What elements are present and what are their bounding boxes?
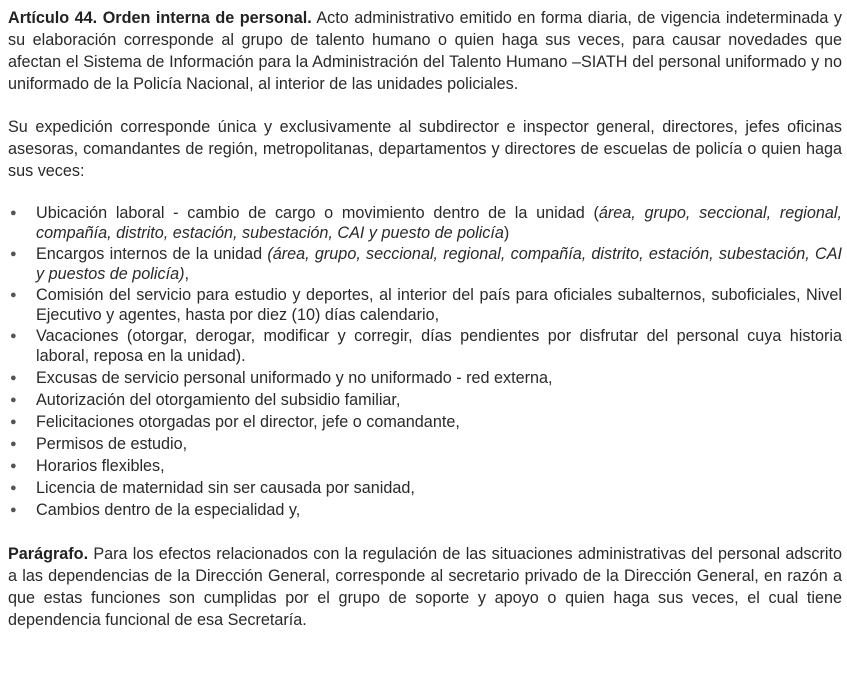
paragrafo-heading: Parágrafo.	[8, 545, 89, 563]
article-44-paragraph	[8, 7, 842, 95]
list-item: ● Comisión del servicio para estudio y deportes, al interior del país para oficiales subalternos, suboficiales, Nivel Ejecutivo y agentes, hasta por diez (10) días calendario,	[10, 286, 842, 324]
bullet-icon: ●	[10, 248, 17, 260]
bullet-icon: ●	[10, 372, 17, 384]
paragrafo-body: Para los efectos relacionados con la regulación de las situaciones administrativas del personal adscrito a las dependencias de la Dirección General, corresponde al secretario privado de la Dirección General, en razón a que estas funciones son cumplidas por el grupo de soporte y apoyo o quien haga sus veces, el cual tiene dependencia funcional de esa Secretaría.	[8, 545, 842, 629]
paragrafo-paragraph	[8, 543, 842, 631]
expedition-paragraph: Su expedición corresponde única y exclusivamente al subdirector e inspector general, directores, jefes oficinas asesoras, comandantes de región, metropolitanas, departamentos y directores de escuelas de policía o quien haga sus veces:	[8, 118, 842, 180]
list-item: ● Felicitaciones otorgadas por el director, jefe o comandante,	[10, 413, 460, 431]
bullet-icon: ●	[10, 460, 17, 472]
list-item: ● Horarios flexibles,	[10, 457, 165, 475]
bullet-icon: ●	[10, 289, 17, 301]
bullet-icon: ●	[10, 207, 17, 219]
bullet-icon: ●	[10, 482, 17, 494]
list-item: ● Vacaciones (otorgar, derogar, modificar y corregir, días pendientes por disfrutar del personal cuya historia laboral, reposa en la unidad).	[10, 327, 842, 365]
list-item: ● Ubicación laboral - cambio de cargo o movimiento dentro de la unidad (área, grupo, seccional, regional, compañía, distrito, estación, subestación, CAI y puesto de policía)	[10, 204, 842, 242]
list-item: ● Licencia de maternidad sin ser causada por sanidad,	[10, 479, 415, 497]
article-body: Acto administrativo emitido en forma diaria, de vigencia indeterminada y su elaboración corresponde al grupo de talento humano o quien haga sus veces, para causar novedades que afectan el Sistema de Información para la Administración del Talento Humano –SIATH del personal uniformado y no uniformado de la Policía Nacional, al interior de las unidades policiales.	[8, 9, 843, 93]
list-item: ● Autorización del otorgamiento del subsidio familiar,	[10, 391, 401, 409]
bullet-icon: ●	[10, 394, 17, 406]
bullet-icon: ●	[10, 438, 17, 450]
bullet-icon: ●	[10, 330, 17, 342]
list-item: ● Encargos internos de la unidad (área, grupo, seccional, regional, compañía, distrito, estación, subestación, CAI y puestos de policía),	[10, 245, 842, 283]
document-page	[8, 7, 842, 652]
list-item: ● Permisos de estudio,	[10, 435, 188, 453]
list-item: ● Cambios dentro de la especialidad y,	[10, 501, 301, 519]
list-item: ● Excusas de servicio personal uniformado y no uniformado - red externa,	[10, 369, 553, 387]
article-heading: Artículo 44. Orden interna de personal.	[8, 9, 312, 27]
bullet-icon: ●	[10, 416, 17, 428]
item-list	[8, 203, 842, 521]
bullet-icon: ●	[10, 504, 17, 516]
